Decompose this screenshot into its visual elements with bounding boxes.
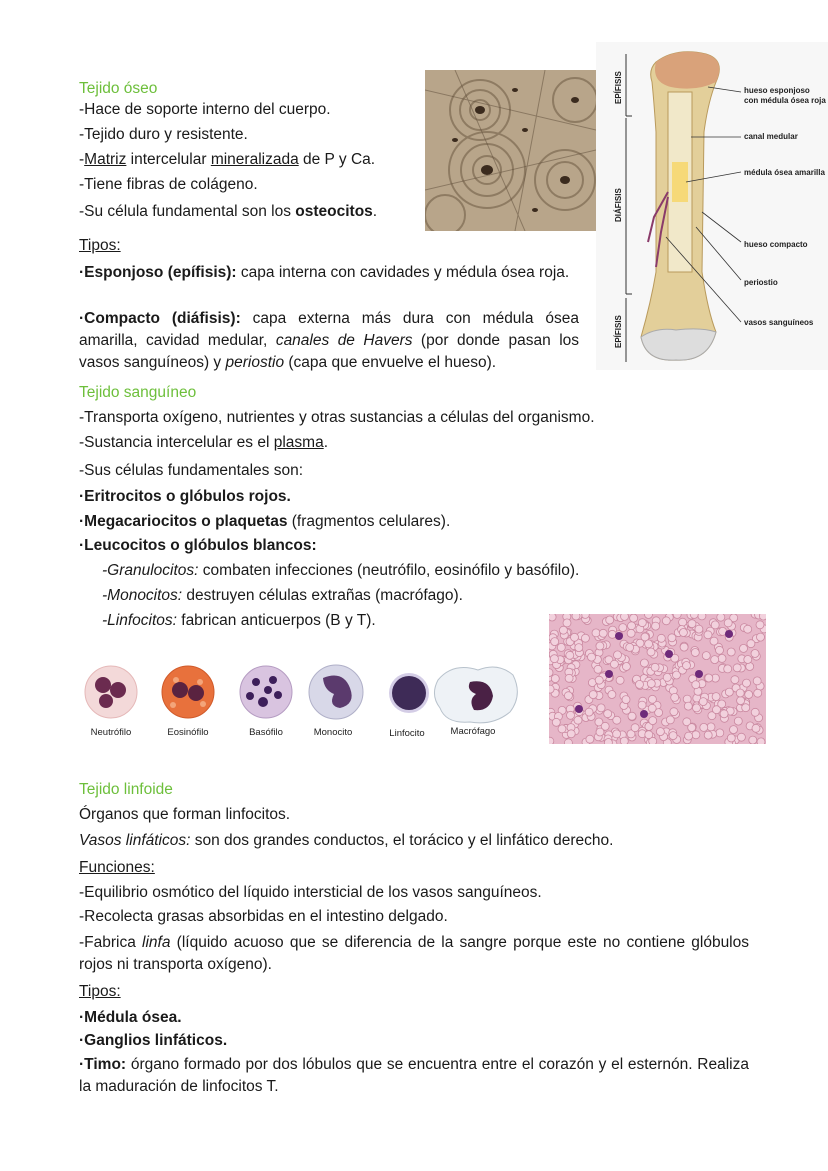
sang-leucocitos: ·Leucocitos o glóbulos blancos:: [79, 537, 317, 554]
linf-tipo-medula: ·Médula ósea.: [79, 1009, 182, 1026]
sang-line-1: -Transporta oxígeno, nutrientes y otras sustancias a células del organismo.: [79, 409, 595, 426]
oseo-line-1: -Hace de soporte interno del cuerpo.: [79, 101, 331, 118]
sang-granulocitos: -Granulocitos: combaten infecciones (neutrófilo, eosinófilo y basófilo).: [102, 562, 580, 579]
label-epifisis-top: EPÍFISIS: [614, 71, 623, 104]
oseo-line-5: -Su célula fundamental son los osteocitos.: [79, 203, 378, 220]
sang-line-2: -Sustancia intercelular es el plasma.: [79, 434, 328, 451]
label-diafisis: DIÁFISIS: [614, 188, 623, 222]
section-title-linfoide: Tejido linfoide: [79, 781, 173, 798]
label-canal-medular: canal medular: [744, 132, 798, 141]
linf-tipos-heading: Tipos:: [79, 983, 121, 1000]
label-hueso-compacto: hueso compacto: [744, 240, 808, 249]
cell-label-monocito: Monocito: [313, 727, 353, 738]
oseo-compacto: ·Compacto (diáfisis): capa externa más dura con médula ósea amarilla, cavidad medular, canales de Havers (por donde pasan los vasos sanguíneos) y periostio (capa que envuelve el hueso).: [79, 310, 580, 371]
long-bone-diagram: [596, 42, 828, 370]
oseo-line-4: -Tiene fibras de colágeno.: [79, 176, 258, 193]
sang-line-3: -Sus células fundamentales son:: [79, 462, 304, 479]
oseo-line-3: -Matriz intercelular mineralizada de P y Ca.: [79, 151, 376, 168]
cell-label-neutrofilo: Neutrófilo: [90, 727, 132, 738]
linf-funcion-1: -Equilibrio osmótico del líquido intersticial de los vasos sanguíneos.: [79, 884, 542, 901]
oseo-line-2: -Tejido duro y resistente.: [79, 126, 248, 143]
label-vasos-sanguineos: vasos sanguíneos: [744, 318, 814, 327]
cell-label-macrofago: Macrófago: [450, 726, 496, 737]
label-hueso-esponjoso: hueso esponjoso con médula ósea roja: [744, 86, 826, 105]
cell-label-eosinofilo: Eosinófilo: [167, 727, 209, 738]
section-title-oseo: Tejido óseo: [79, 80, 158, 97]
label-medula-amarilla: médula ósea amarilla: [744, 168, 825, 177]
sang-monocitos: -Monocitos: destruyen células extrañas (macrófago).: [102, 587, 463, 604]
linf-funcion-3: -Fabrica linfa (líquido acuoso que se diferencia de la sangre porque este no contiene glóbulos rojos ni transporta oxígeno).: [79, 934, 749, 973]
label-periostio: periostio: [744, 278, 778, 287]
sang-eritrocitos: ·Eritrocitos o glóbulos rojos.: [79, 488, 291, 505]
sang-linfocitos: -Linfocitos: fabrican anticuerpos (B y T).: [102, 612, 376, 629]
blood-smear-micrograph: [549, 614, 766, 744]
oseo-esponjoso: ·Esponjoso (epífisis): capa interna con cavidades y médula ósea roja.: [79, 264, 570, 281]
linf-line-2: Vasos linfáticos: son dos grandes conductos, el torácico y el linfático derecho.: [79, 832, 614, 849]
bone-tissue-micrograph: [425, 70, 596, 231]
linf-funciones-heading: Funciones:: [79, 859, 155, 876]
cell-label-basofilo: Basófilo: [249, 727, 283, 738]
sang-megacariocitos: ·Megacariocitos o plaquetas (fragmentos celulares).: [79, 513, 451, 530]
oseo-tipos-heading: Tipos:: [79, 237, 121, 254]
cell-label-linfocito: Linfocito: [389, 728, 425, 739]
linf-line-1: Órganos que forman linfocitos.: [79, 806, 291, 823]
leukocyte-illustrations: [78, 660, 528, 750]
linf-tipo-timo: ·Timo: órgano formado por dos lóbulos que se encuentra entre el corazón y el esternón. Realiza la maduración de linfocitos T.: [79, 1056, 749, 1095]
linf-funcion-2: -Recolecta grasas absorbidas en el intestino delgado.: [79, 908, 448, 925]
section-title-sanguineo: Tejido sanguíneo: [79, 384, 197, 401]
label-epifisis-bottom: EPÍFISIS: [614, 315, 623, 348]
linf-tipo-ganglios: ·Ganglios linfáticos.: [79, 1032, 228, 1049]
